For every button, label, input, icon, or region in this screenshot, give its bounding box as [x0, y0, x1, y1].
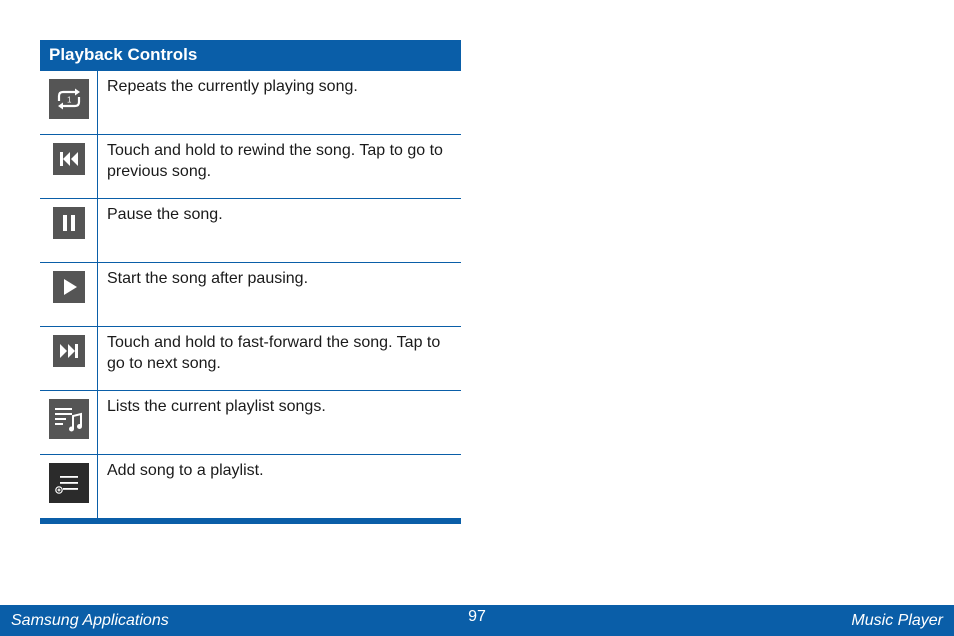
- table-row: [40, 70, 461, 134]
- row-description: Repeats the currently playing song.: [107, 78, 358, 95]
- row-description: Lists the current playlist songs.: [107, 398, 326, 415]
- page-number: 97: [468, 608, 486, 625]
- play-icon: [53, 271, 85, 303]
- row-description: Touch and hold to rewind the song. Tap to go to previous song.: [107, 142, 443, 180]
- table-header: Playback Controls: [40, 40, 461, 70]
- page-footer: [0, 605, 954, 636]
- table-row: [40, 326, 461, 390]
- rewind-icon: [53, 143, 85, 175]
- table-row: [40, 198, 461, 262]
- repeat-one-icon: [49, 79, 89, 119]
- playlist-icon: [49, 399, 89, 439]
- fast-forward-icon: [53, 335, 85, 367]
- table-row: [40, 134, 461, 198]
- row-description: Pause the song.: [107, 206, 223, 223]
- row-description: Start the song after pausing.: [107, 270, 309, 287]
- playback-controls-table: [40, 40, 461, 524]
- svg-text:1: 1: [66, 95, 71, 105]
- pause-icon: [53, 207, 85, 239]
- add-to-playlist-icon: [49, 463, 89, 503]
- table-row: [40, 454, 461, 518]
- table-bottom-border: [40, 518, 461, 524]
- footer-chapter-title: Music Player: [851, 612, 943, 629]
- row-description: Add song to a playlist.: [107, 462, 264, 479]
- table-row: [40, 390, 461, 454]
- row-description: Touch and hold to fast-forward the song. Tap to go to next song.: [107, 334, 441, 372]
- table-row: [40, 262, 461, 326]
- footer-section-title: Samsung Applications: [11, 612, 169, 629]
